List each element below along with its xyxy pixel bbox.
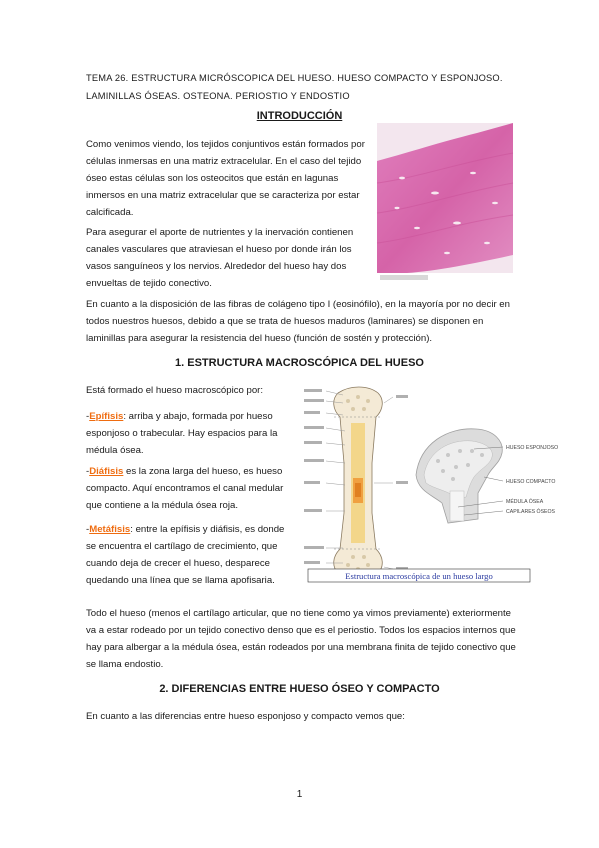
intro-paragraph-1: Como venimos viendo, los tejidos conjuntivos están formados por células inmersas en una matriz extracelular. En el caso del tejido óseo estas células son los osteocitos que están en lagunas inmersos en una matriz extracelular que se caracteriza por estar calcificada.	[86, 139, 365, 218]
term-diafisis: Diáfisis	[89, 466, 124, 477]
long-bone-figure	[298, 383, 559, 585]
intro-paragraph-3: En cuanto a la disposición de las fibras de colágeno tipo I (eosinófilo), en la mayoría por no decir en todos nuestros huesos, debido a que se trata de huesos maduros (laminares) se disponen en laminillas para asegurar la resistencia del hueso (función de sostén y protección).	[86, 299, 510, 344]
label-hueso-esponjoso: HUESO ESPONJOSO	[506, 445, 559, 451]
intro-heading: INTRODUCCIÓN	[256, 110, 343, 122]
section2-paragraph-1: En cuanto a las diferencias entre hueso esponjoso y compacto vemos que:	[86, 711, 405, 722]
histology-image	[377, 123, 513, 283]
section1-intro: Está formado el hueso macroscópico por:	[86, 385, 264, 396]
page-number: 1	[296, 789, 303, 800]
section1-paragraph-after: Todo el hueso (menos el cartílago articular, que no tiene como ya vimos previamente) exteriormente va a estar rodeado por un tejido conectivo denso que es el periostio. Todos los espacios internos que hay para albergar a la médula ósea, están rodeados por una membrana finita de tejido conectivo que se llama endostio.	[86, 608, 516, 670]
section1-heading: 1. ESTRUCTURA MACROSCÓPICA DEL HUESO	[175, 357, 424, 369]
term-epifisis: Epífisis	[89, 411, 124, 422]
label-medula-osea: MÉDULA ÓSEA	[506, 499, 544, 505]
figure-caption: Estructura macroscópica de un hueso largo	[345, 571, 493, 581]
list-item-diafisis: -Diáfisis es la zona larga del hueso, es hueso compacto. Aquí encontramos el canal medular que contiene a la médula ósea roja.	[86, 466, 284, 511]
list-item-epifisis: -Epífisis: arriba y abajo, formada por hueso esponjoso o trabecular. Hay espacios para la médula ósea.	[86, 411, 278, 456]
list-item-metafisis: -Metáfisis: entre la epífisis y diáfisis, es donde se encuentra el cartílago de crecimiento, que cuando deja de crecer el hueso, desparece quedando una línea que se llama apofisaria.	[86, 524, 285, 586]
label-hueso-compacto: HUESO COMPACTO	[506, 479, 556, 485]
label-capilares-oseos: CAPILARES ÓSEOS	[506, 509, 556, 515]
document-title: TEMA 26. ESTRUCTURA MICRÓSCOPICA DEL HUESO. HUESO COMPACTO Y ESPONJOSO. LAMINILLAS ÓSEAS. OSTEONA. PERIOSTIO Y ENDOSTIO	[86, 73, 503, 101]
term-metafisis: Metáfisis	[89, 524, 131, 535]
intro-paragraph-2: Para asegurar el aporte de nutrientes y la inervación contienen canales vasculares que atraviesan el hueso por donde irán los vasos sanguíneos y los nervios. Alrededor del hueso hay dos envueltas de tejido conectivo.	[86, 227, 354, 289]
section2-heading: 2. DIFERENCIAS ENTRE HUESO ÓSEO Y COMPACTO	[159, 683, 440, 695]
